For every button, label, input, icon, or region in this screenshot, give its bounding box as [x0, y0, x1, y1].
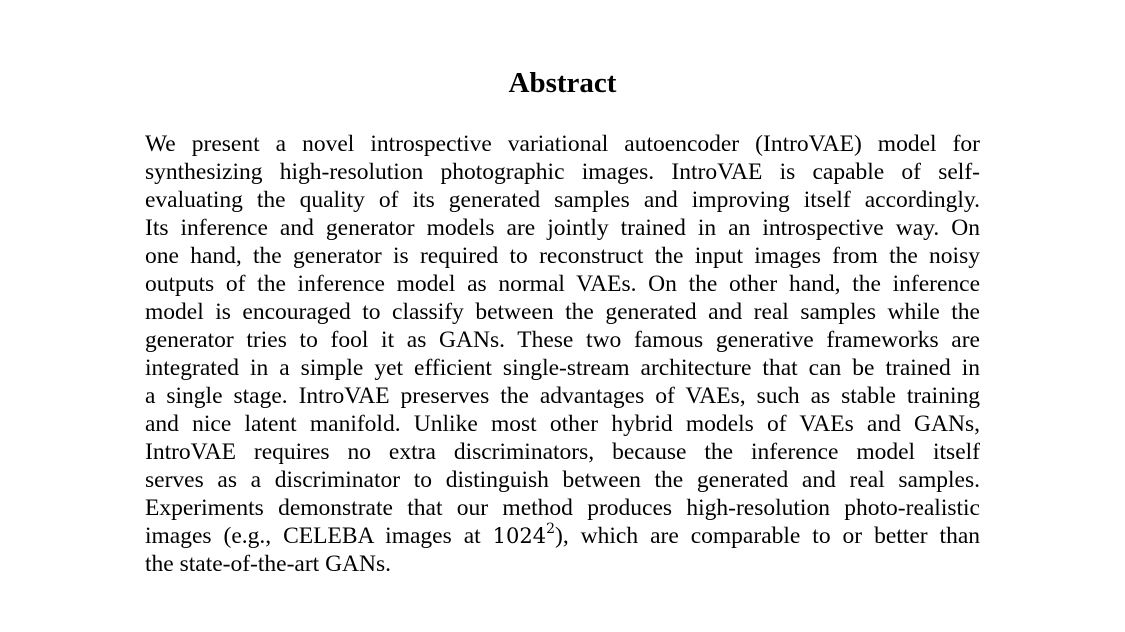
abstract-heading: Abstract — [508, 67, 617, 99]
abstract-line: evaluating the quality of its generated samples and improving itself accordingly. — [145, 187, 980, 213]
abstract-line-with-math — [145, 522, 980, 550]
inline-math-resolution — [492, 521, 556, 548]
abstract-last-line: the state-of-the-art GANs. — [145, 551, 392, 577]
abstract-line: Its inference and generator models are jointly trained in an introspective way. On — [145, 215, 980, 241]
abstract-body — [145, 130, 980, 578]
abstract-line: synthesizing high-resolution photographic images. IntroVAE is capable of self- — [145, 159, 980, 185]
abstract-line: a single stage. IntroVAE preserves the advantages of VAEs, such as stable training — [145, 383, 980, 409]
abstract-line: one hand, the generator is required to reconstruct the input images from the noisy — [145, 243, 980, 269]
abstract-line: We present a novel introspective variational autoencoder (IntroVAE) model for — [145, 131, 980, 157]
abstract-line: generator tries to fool it as GANs. These two famous generative frameworks are — [145, 327, 980, 353]
abstract-line: Experiments demonstrate that our method produces high-resolution photo-realistic — [145, 495, 980, 521]
abstract-line: model is encouraged to classify between the generated and real samples while the — [145, 299, 980, 325]
math-exponent: 2 — [546, 521, 556, 537]
abstract-line: IntroVAE requires no extra discriminators, because the inference model itself — [145, 439, 980, 465]
abstract-line: and nice latent manifold. Unlike most other hybrid models of VAEs and GANs, — [145, 411, 980, 437]
abstract-line: outputs of the inference model as normal VAEs. On the other hand, the inference — [145, 271, 980, 297]
abstract-line: serves as a discriminator to distinguish between the generated and real samples. — [145, 467, 980, 493]
abstract-line: integrated in a simple yet efficient single-stream architecture that can be trained in — [145, 355, 980, 381]
math-base: 1024 — [492, 524, 547, 548]
line-text-before-math: images (e.g., CELEBA images at — [145, 523, 493, 549]
line-text-after-math: ), which are comparable to or better than — [555, 523, 981, 549]
